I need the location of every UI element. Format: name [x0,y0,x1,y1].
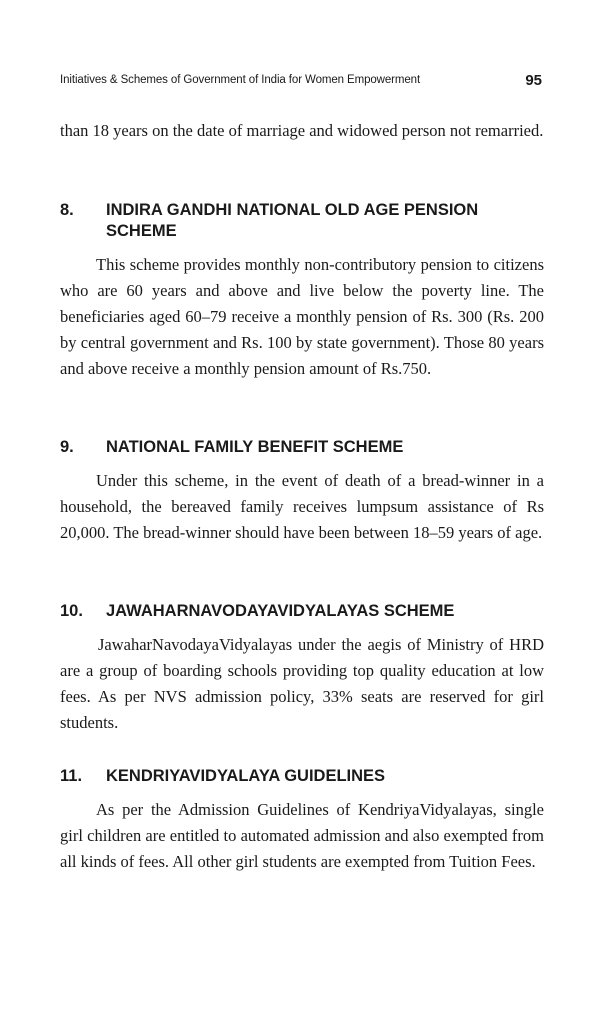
section-heading [60,766,544,787]
section-title: INDIRA GANDHI NATIONAL OLD AGE PENSION SCHEME [106,201,479,240]
section-heading [60,200,544,242]
section-number: 10. [60,602,83,620]
section-heading [60,601,544,622]
section-number: 11. [60,767,83,785]
section-body: As per the Admission Guidelines of KendriyaVidyalayas, single girl children are entitled to automated admission and also exempted from all kinds of fees. All other girl students are exempted from Tuition Fees. [60,800,544,871]
section-body: Under this scheme, in the event of death of a bread-winner in a household, the bereaved family receives lumpsum assistance of Rs 20,000. The bread-winner should have been between 18–59 years of age. [60,471,544,542]
section-9 [60,437,544,546]
section-11 [60,766,544,875]
section-title: KENDRIYAVIDYALAYA GUIDELINES [106,767,386,785]
section-10 [60,601,544,736]
section-body: This scheme provides monthly non-contributory pension to citizens who are 60 years and above and live below the poverty line. The beneficiaries aged 60–79 receive a monthly pension of Rs. 300 (Rs. 200 by central government and Rs. 100 by state government). Those 80 years and above receive a monthly pension amount of Rs.750. [60,255,544,378]
intro-paragraph: than 18 years on the date of marriage and widowed person not remarried. [60,121,544,140]
section-number: 9. [60,438,74,456]
running-header [60,72,544,92]
section-number: 8. [60,201,74,219]
section-heading [60,437,544,458]
section-title: JAWAHARNAVODAYAVIDYALAYAS SCHEME [106,602,455,620]
section-8 [60,200,544,382]
page-number: 95 [525,72,542,89]
running-title: Initiatives & Schemes of Government of India for Women Empowerment [60,74,421,86]
section-body: JawaharNavodayaVidyalayas under the aegis of Ministry of HRD are a group of boarding schools providing top quality education at low fees. As per NVS admission policy, 33% seats are reserved for girl students. [60,635,544,732]
section-title: NATIONAL FAMILY BENEFIT SCHEME [106,438,404,456]
